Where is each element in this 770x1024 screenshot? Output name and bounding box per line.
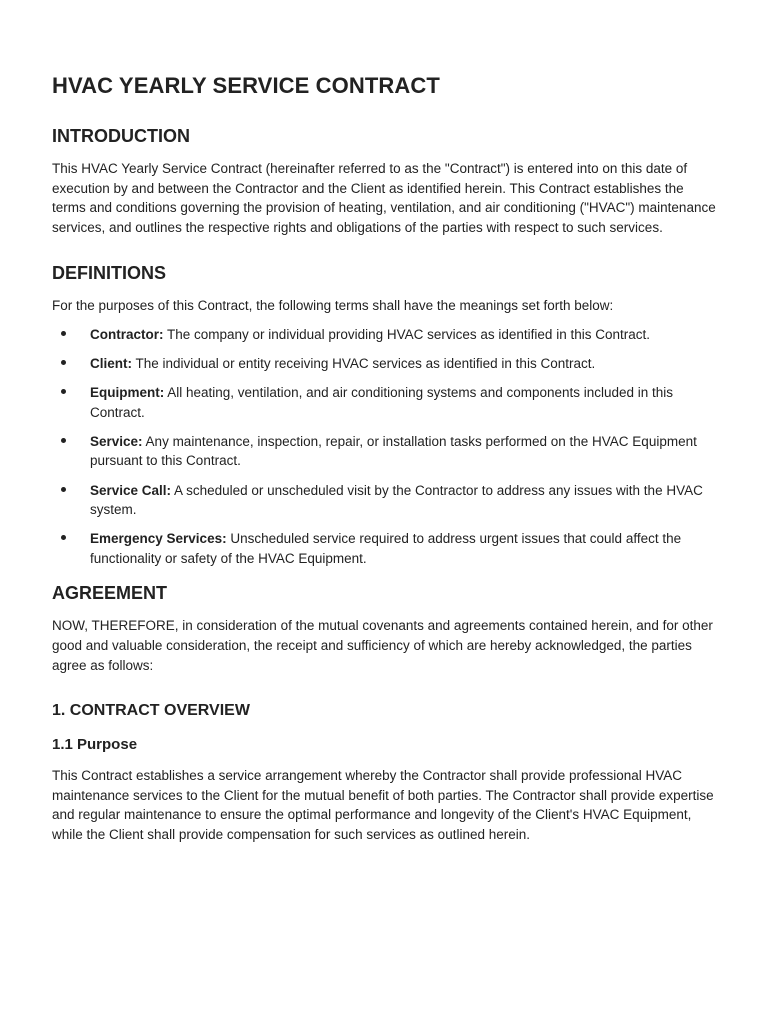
definition-text: The company or individual providing HVAC services as identified in this Contract. xyxy=(163,326,650,342)
definition-text: All heating, ventilation, and air conditioning systems and components included in this Contract. xyxy=(90,385,674,420)
definition-item xyxy=(52,383,718,422)
definition-term: Emergency Services: xyxy=(90,531,227,547)
definition-text: A scheduled or unscheduled visit by the Contractor to address any issues with the HVAC system. xyxy=(90,482,703,518)
bullet-icon xyxy=(61,389,66,394)
agreement-section xyxy=(52,582,718,675)
purpose-body: This Contract establishes a service arrangement whereby the Contractor shall provide professional HVAC maintenance services to the Client for the mutual benefit of both parties. The Contractor shall provide expertise and regular maintenance to ensure the optimal performance and longevity of the Client's HVAC Equipment, while the Client shall provide compensation for such services as outlined herein. xyxy=(52,768,714,842)
definition-item xyxy=(52,325,718,345)
contract-overview-heading: 1. CONTRACT OVERVIEW xyxy=(52,702,250,720)
definitions-intro: For the purposes of this Contract, the following terms shall have the meanings set forth below: xyxy=(52,298,614,314)
agreement-heading: AGREEMENT xyxy=(52,583,168,604)
definition-item xyxy=(52,529,718,568)
bullet-icon xyxy=(61,438,66,443)
introduction-section xyxy=(52,125,718,237)
definition-term: Service Call: xyxy=(90,482,172,498)
definition-text: The individual or entity receiving HVAC services as identified in this Contract. xyxy=(132,356,596,372)
definition-term: Equipment: xyxy=(90,385,165,401)
definition-term: Service: xyxy=(90,433,143,449)
agreement-body: NOW, THEREFORE, in consideration of the mutual covenants and agreements contained herein, and for other good and valuable consideration, the receipt and sufficiency of which are hereby acknowledged, the parties agree as follows: xyxy=(52,618,713,673)
purpose-section xyxy=(52,735,718,844)
introduction-body: This HVAC Yearly Service Contract (hereinafter referred to as the "Contract") is entered into on this date of execution by and between the Contractor and the Client as identified herein. This Contract establishes the terms and conditions governing the provision of heating, ventilation, and air conditioning ("HVAC") maintenance services, and outlines the respective rights and obligations of the parties with respect to such services. xyxy=(52,161,716,235)
definition-text: Any maintenance, inspection, repair, or installation tasks performed on the HVAC Equipment pursuant to this Contract. xyxy=(90,433,697,469)
definition-item xyxy=(52,354,718,374)
definition-term: Client: xyxy=(90,356,132,372)
bullet-icon xyxy=(61,535,66,540)
document-title: HVAC YEARLY SERVICE CONTRACT xyxy=(52,73,440,98)
purpose-heading: 1.1 Purpose xyxy=(52,736,138,754)
definitions-heading: DEFINITIONS xyxy=(52,263,167,284)
definition-term: Contractor: xyxy=(90,326,164,342)
bullet-icon xyxy=(61,331,66,336)
bullet-icon xyxy=(61,487,66,492)
contract-overview-section xyxy=(52,701,718,721)
definition-text: Unscheduled service required to address urgent issues that could affect the functionality or safety of the HVAC Equipment. xyxy=(90,531,682,566)
bullet-icon xyxy=(61,360,66,365)
definitions-list xyxy=(52,325,718,568)
introduction-heading: INTRODUCTION xyxy=(52,126,190,146)
definition-item xyxy=(52,432,718,471)
definition-item xyxy=(52,481,718,520)
definitions-section xyxy=(52,262,718,568)
